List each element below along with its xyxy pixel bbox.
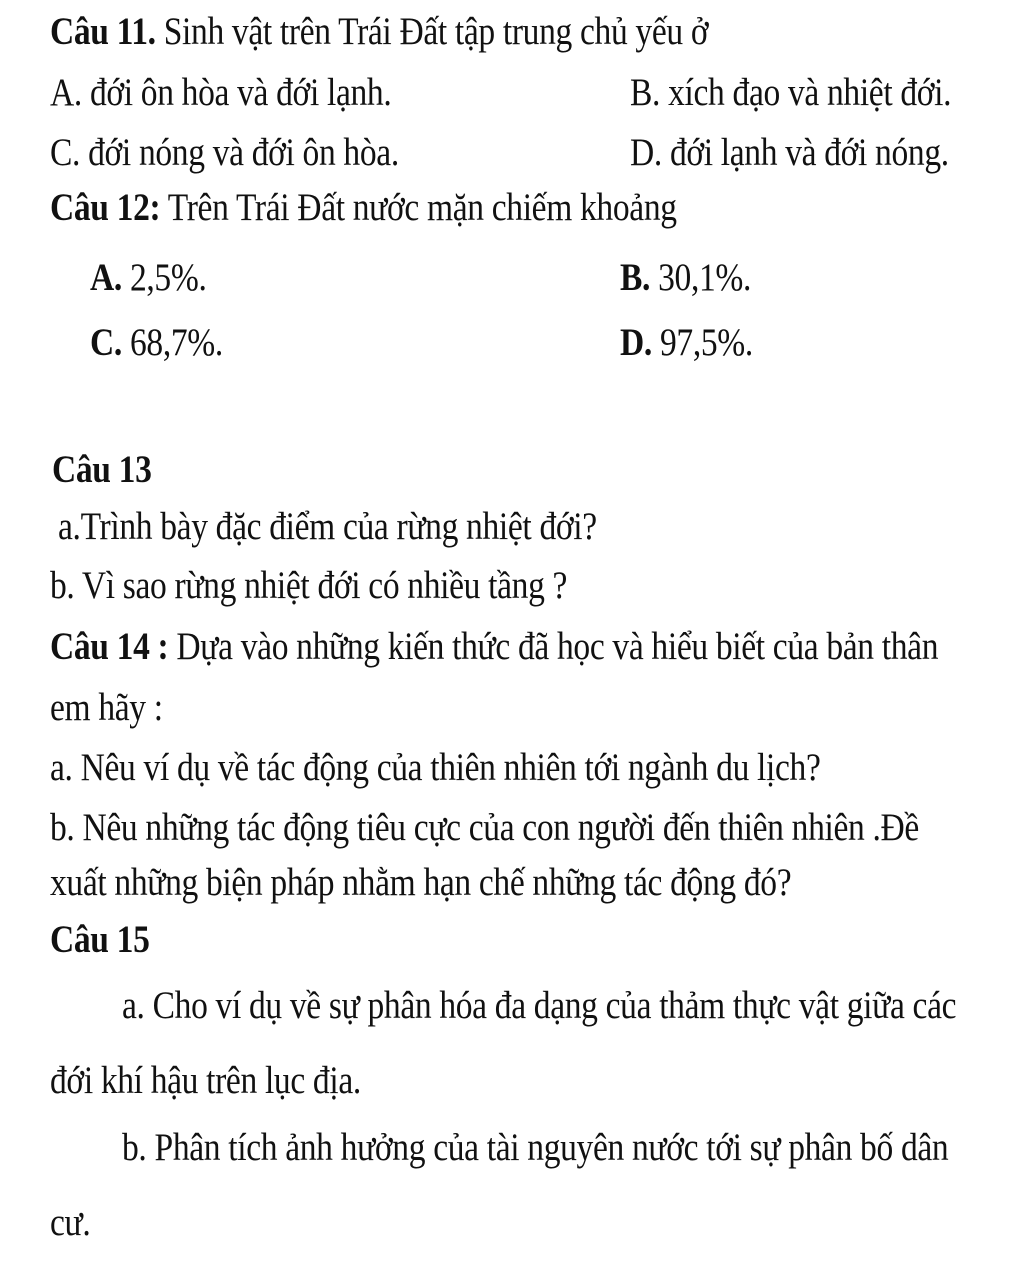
- question-12-option-c: [90, 323, 223, 362]
- option-text: 2,5%.: [121, 256, 207, 299]
- question-15-part-b: b. Phân tích ảnh hưởng của tài nguyên nước tới sự phân bố dân: [122, 1126, 949, 1169]
- question-11-option-d: D. đới lạnh và đới nóng.: [630, 131, 949, 174]
- option-letter: B.: [620, 256, 651, 299]
- question-11-stem: [50, 12, 708, 51]
- question-13-part-b: b. Vì sao rừng nhiệt đới có nhiều tầng ?: [50, 564, 568, 607]
- question-12-option-b: [620, 258, 751, 297]
- option-text: 30,1%.: [650, 256, 752, 299]
- question-15-part-a-continued: đới khí hậu trên lục địa.: [50, 1059, 361, 1102]
- question-15-label: Câu 15: [50, 918, 150, 961]
- question-14-stem-continued: em hãy :: [50, 686, 163, 729]
- question-15-part-a: a. Cho ví dụ về sự phân hóa đa dạng của thảm thực vật giữa các: [122, 984, 957, 1027]
- question-14-part-b-continued: xuất những biện pháp nhằm hạn chế những tác động đó?: [50, 861, 792, 904]
- question-14-label: Câu 14 :: [50, 625, 169, 668]
- question-11-text: Sinh vật trên Trái Đất tập trung chủ yếu ở: [155, 10, 709, 53]
- question-14-part-a: a. Nêu ví dụ về tác động của thiên nhiên tới ngành du lịch?: [50, 746, 821, 789]
- question-13-part-a: a.Trình bày đặc điểm của rừng nhiệt đới?: [58, 505, 597, 548]
- question-12-stem: [50, 188, 677, 227]
- question-14-part-b: b. Nêu những tác động tiêu cực của con người đến thiên nhiên .Đề: [50, 806, 919, 849]
- question-12-text: Trên Trái Đất nước mặn chiếm khoảng: [160, 186, 677, 229]
- question-13-label: Câu 13: [52, 448, 152, 491]
- question-12-option-d: [620, 323, 753, 362]
- question-14-stem: [50, 627, 938, 666]
- question-11-label: Câu 11.: [50, 10, 156, 53]
- question-11-option-b: B. xích đạo và nhiệt đới.: [630, 71, 952, 114]
- option-letter: A.: [90, 256, 122, 299]
- option-text: 68,7%.: [121, 321, 223, 364]
- option-letter: C.: [90, 321, 122, 364]
- question-11-option-a: A. đới ôn hòa và đới lạnh.: [50, 71, 392, 114]
- option-text: 97,5%.: [651, 321, 753, 364]
- option-letter: D.: [620, 321, 652, 364]
- question-14-text: Dựa vào những kiến thức đã học và hiểu biết của bản thân: [168, 625, 939, 668]
- question-12-option-a: [90, 258, 207, 297]
- question-11-option-c: C. đới nóng và đới ôn hòa.: [50, 131, 399, 174]
- question-12-label: Câu 12:: [50, 186, 161, 229]
- question-15-part-b-continued: cư.: [50, 1201, 91, 1244]
